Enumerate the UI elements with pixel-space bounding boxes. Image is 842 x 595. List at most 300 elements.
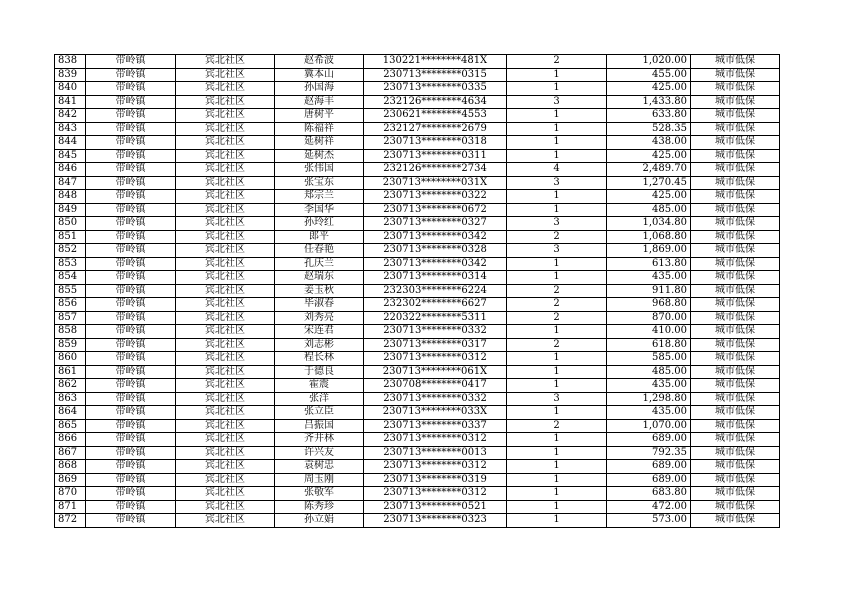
table-row (55, 284, 780, 298)
id-number-cell: 230713********0332 (364, 392, 507, 406)
town-cell: 带岭镇 (86, 271, 176, 285)
household-count-cell: 1 (507, 365, 607, 379)
table-row (55, 244, 780, 258)
household-count-cell: 2 (507, 419, 607, 433)
table-row (55, 122, 780, 136)
assistance-type-cell: 城市低保 (691, 433, 780, 447)
table-row (55, 473, 780, 487)
id-number-cell: 230713********0312 (364, 460, 507, 474)
community-cell: 宾北社区 (176, 446, 275, 460)
town-cell: 带岭镇 (86, 311, 176, 325)
town-cell: 带岭镇 (86, 176, 176, 190)
name-cell: 郎平 (275, 230, 364, 244)
id-number-cell: 230713********0337 (364, 419, 507, 433)
assistance-type-cell: 城市低保 (691, 325, 780, 339)
town-cell: 带岭镇 (86, 257, 176, 271)
town-cell: 带岭镇 (86, 500, 176, 514)
id-number-cell: 232303********6224 (364, 284, 507, 298)
table-row (55, 257, 780, 271)
household-count-cell: 1 (507, 136, 607, 150)
table-row (55, 109, 780, 123)
community-cell: 宾北社区 (176, 190, 275, 204)
assistance-type-cell: 城市低保 (691, 109, 780, 123)
row-number-cell: 864 (55, 406, 86, 420)
assistance-type-cell: 城市低保 (691, 82, 780, 96)
amount-cell: 689.00 (607, 433, 691, 447)
name-cell: 孙国海 (275, 82, 364, 96)
amount-cell: 472.00 (607, 500, 691, 514)
id-number-cell: 230713********0314 (364, 271, 507, 285)
town-cell: 带岭镇 (86, 244, 176, 258)
amount-cell: 870.00 (607, 311, 691, 325)
assistance-type-cell: 城市低保 (691, 500, 780, 514)
assistance-type-cell: 城市低保 (691, 446, 780, 460)
name-cell: 周玉刚 (275, 473, 364, 487)
table-row (55, 325, 780, 339)
table-row (55, 55, 780, 69)
row-number-cell: 847 (55, 176, 86, 190)
table-row (55, 176, 780, 190)
name-cell: 赵海丰 (275, 95, 364, 109)
name-cell: 赵瑞东 (275, 271, 364, 285)
name-cell: 程长林 (275, 352, 364, 366)
household-count-cell: 1 (507, 122, 607, 136)
town-cell: 带岭镇 (86, 55, 176, 69)
amount-cell: 425.00 (607, 149, 691, 163)
household-count-cell: 1 (507, 190, 607, 204)
assistance-type-cell: 城市低保 (691, 244, 780, 258)
name-cell: 张伟国 (275, 163, 364, 177)
row-number-cell: 849 (55, 203, 86, 217)
town-cell: 带岭镇 (86, 122, 176, 136)
town-cell: 带岭镇 (86, 230, 176, 244)
town-cell: 带岭镇 (86, 284, 176, 298)
table-row (55, 217, 780, 231)
subsidy-roster-table (54, 54, 780, 528)
town-cell: 带岭镇 (86, 487, 176, 501)
household-count-cell: 2 (507, 230, 607, 244)
assistance-type-cell: 城市低保 (691, 311, 780, 325)
town-cell: 带岭镇 (86, 365, 176, 379)
town-cell: 带岭镇 (86, 379, 176, 393)
community-cell: 宾北社区 (176, 176, 275, 190)
id-number-cell: 232126********4634 (364, 95, 507, 109)
amount-cell: 633.80 (607, 109, 691, 123)
row-number-cell: 846 (55, 163, 86, 177)
community-cell: 宾北社区 (176, 95, 275, 109)
id-number-cell: 220322********5311 (364, 311, 507, 325)
id-number-cell: 230713********0319 (364, 473, 507, 487)
household-count-cell: 2 (507, 55, 607, 69)
community-cell: 宾北社区 (176, 419, 275, 433)
table-row (55, 230, 780, 244)
amount-cell: 485.00 (607, 203, 691, 217)
household-count-cell: 1 (507, 271, 607, 285)
assistance-type-cell: 城市低保 (691, 271, 780, 285)
household-count-cell: 3 (507, 244, 607, 258)
amount-cell: 792.35 (607, 446, 691, 460)
id-number-cell: 230713********0327 (364, 217, 507, 231)
community-cell: 宾北社区 (176, 500, 275, 514)
community-cell: 宾北社区 (176, 311, 275, 325)
table-row (55, 487, 780, 501)
community-cell: 宾北社区 (176, 149, 275, 163)
household-count-cell: 2 (507, 284, 607, 298)
town-cell: 带岭镇 (86, 68, 176, 82)
name-cell: 姜玉秋 (275, 284, 364, 298)
household-count-cell: 1 (507, 433, 607, 447)
community-cell: 宾北社区 (176, 460, 275, 474)
assistance-type-cell: 城市低保 (691, 487, 780, 501)
name-cell: 张宝东 (275, 176, 364, 190)
table-row (55, 352, 780, 366)
community-cell: 宾北社区 (176, 514, 275, 528)
amount-cell: 1,020.00 (607, 55, 691, 69)
household-count-cell: 1 (507, 460, 607, 474)
community-cell: 宾北社区 (176, 203, 275, 217)
id-number-cell: 232126********2734 (364, 163, 507, 177)
amount-cell: 435.00 (607, 379, 691, 393)
assistance-type-cell: 城市低保 (691, 190, 780, 204)
assistance-type-cell: 城市低保 (691, 136, 780, 150)
row-number-cell: 855 (55, 284, 86, 298)
assistance-type-cell: 城市低保 (691, 122, 780, 136)
household-count-cell: 1 (507, 406, 607, 420)
town-cell: 带岭镇 (86, 109, 176, 123)
assistance-type-cell: 城市低保 (691, 163, 780, 177)
id-number-cell: 230713********0521 (364, 500, 507, 514)
community-cell: 宾北社区 (176, 338, 275, 352)
row-number-cell: 856 (55, 298, 86, 312)
community-cell: 宾北社区 (176, 217, 275, 231)
table-row (55, 392, 780, 406)
name-cell: 延树杰 (275, 149, 364, 163)
name-cell: 郑宗兰 (275, 190, 364, 204)
id-number-cell: 230713********0312 (364, 352, 507, 366)
town-cell: 带岭镇 (86, 136, 176, 150)
town-cell: 带岭镇 (86, 419, 176, 433)
row-number-cell: 861 (55, 365, 86, 379)
town-cell: 带岭镇 (86, 95, 176, 109)
community-cell: 宾北社区 (176, 325, 275, 339)
household-count-cell: 3 (507, 217, 607, 231)
row-number-cell: 858 (55, 325, 86, 339)
assistance-type-cell: 城市低保 (691, 352, 780, 366)
community-cell: 宾北社区 (176, 365, 275, 379)
household-count-cell: 1 (507, 68, 607, 82)
community-cell: 宾北社区 (176, 257, 275, 271)
table-row (55, 514, 780, 528)
assistance-type-cell: 城市低保 (691, 230, 780, 244)
id-number-cell: 232127********2679 (364, 122, 507, 136)
community-cell: 宾北社区 (176, 82, 275, 96)
town-cell: 带岭镇 (86, 514, 176, 528)
row-number-cell: 857 (55, 311, 86, 325)
table-row (55, 271, 780, 285)
household-count-cell: 1 (507, 203, 607, 217)
row-number-cell: 854 (55, 271, 86, 285)
amount-cell: 425.00 (607, 82, 691, 96)
name-cell: 李国华 (275, 203, 364, 217)
assistance-type-cell: 城市低保 (691, 284, 780, 298)
name-cell: 陈福祥 (275, 122, 364, 136)
table-row (55, 68, 780, 82)
table-row (55, 419, 780, 433)
id-number-cell: 230713********0311 (364, 149, 507, 163)
amount-cell: 1,034.80 (607, 217, 691, 231)
id-number-cell: 232302********6627 (364, 298, 507, 312)
name-cell: 冀本山 (275, 68, 364, 82)
town-cell: 带岭镇 (86, 473, 176, 487)
town-cell: 带岭镇 (86, 190, 176, 204)
amount-cell: 1,068.80 (607, 230, 691, 244)
amount-cell: 455.00 (607, 68, 691, 82)
name-cell: 霍震 (275, 379, 364, 393)
town-cell: 带岭镇 (86, 298, 176, 312)
name-cell: 任春艳 (275, 244, 364, 258)
table-row (55, 365, 780, 379)
assistance-type-cell: 城市低保 (691, 257, 780, 271)
table-row (55, 433, 780, 447)
household-count-cell: 1 (507, 487, 607, 501)
community-cell: 宾北社区 (176, 379, 275, 393)
community-cell: 宾北社区 (176, 406, 275, 420)
row-number-cell: 859 (55, 338, 86, 352)
community-cell: 宾北社区 (176, 352, 275, 366)
amount-cell: 689.00 (607, 473, 691, 487)
name-cell: 于德良 (275, 365, 364, 379)
table-row (55, 379, 780, 393)
id-number-cell: 230713********0342 (364, 230, 507, 244)
amount-cell: 528.35 (607, 122, 691, 136)
row-number-cell: 870 (55, 487, 86, 501)
table-row (55, 311, 780, 325)
id-number-cell: 230713********0332 (364, 325, 507, 339)
row-number-cell: 868 (55, 460, 86, 474)
id-number-cell: 230708********0417 (364, 379, 507, 393)
name-cell: 张敬军 (275, 487, 364, 501)
household-count-cell: 1 (507, 109, 607, 123)
row-number-cell: 871 (55, 500, 86, 514)
amount-cell: 683.80 (607, 487, 691, 501)
table-row (55, 163, 780, 177)
community-cell: 宾北社区 (176, 298, 275, 312)
assistance-type-cell: 城市低保 (691, 149, 780, 163)
row-number-cell: 853 (55, 257, 86, 271)
row-number-cell: 869 (55, 473, 86, 487)
amount-cell: 1,869.00 (607, 244, 691, 258)
table-row (55, 149, 780, 163)
assistance-type-cell: 城市低保 (691, 514, 780, 528)
community-cell: 宾北社区 (176, 230, 275, 244)
assistance-type-cell: 城市低保 (691, 392, 780, 406)
row-number-cell: 841 (55, 95, 86, 109)
row-number-cell: 850 (55, 217, 86, 231)
household-count-cell: 1 (507, 82, 607, 96)
community-cell: 宾北社区 (176, 392, 275, 406)
row-number-cell: 867 (55, 446, 86, 460)
town-cell: 带岭镇 (86, 203, 176, 217)
id-number-cell: 230713********0672 (364, 203, 507, 217)
assistance-type-cell: 城市低保 (691, 379, 780, 393)
name-cell: 许兴友 (275, 446, 364, 460)
amount-cell: 425.00 (607, 190, 691, 204)
table-row (55, 460, 780, 474)
amount-cell: 435.00 (607, 271, 691, 285)
name-cell: 孙立娟 (275, 514, 364, 528)
assistance-type-cell: 城市低保 (691, 473, 780, 487)
id-number-cell: 230713********0318 (364, 136, 507, 150)
household-count-cell: 1 (507, 446, 607, 460)
household-count-cell: 3 (507, 176, 607, 190)
household-count-cell: 3 (507, 95, 607, 109)
amount-cell: 573.00 (607, 514, 691, 528)
community-cell: 宾北社区 (176, 68, 275, 82)
amount-cell: 1,070.00 (607, 419, 691, 433)
assistance-type-cell: 城市低保 (691, 419, 780, 433)
town-cell: 带岭镇 (86, 352, 176, 366)
name-cell: 刘志彬 (275, 338, 364, 352)
assistance-type-cell: 城市低保 (691, 176, 780, 190)
amount-cell: 485.00 (607, 365, 691, 379)
community-cell: 宾北社区 (176, 244, 275, 258)
household-count-cell: 1 (507, 379, 607, 393)
household-count-cell: 1 (507, 500, 607, 514)
community-cell: 宾北社区 (176, 55, 275, 69)
row-number-cell: 862 (55, 379, 86, 393)
household-count-cell: 1 (507, 325, 607, 339)
table-row (55, 95, 780, 109)
amount-cell: 911.80 (607, 284, 691, 298)
assistance-type-cell: 城市低保 (691, 203, 780, 217)
town-cell: 带岭镇 (86, 217, 176, 231)
community-cell: 宾北社区 (176, 433, 275, 447)
amount-cell: 1,298.80 (607, 392, 691, 406)
community-cell: 宾北社区 (176, 487, 275, 501)
assistance-type-cell: 城市低保 (691, 217, 780, 231)
town-cell: 带岭镇 (86, 325, 176, 339)
table-row (55, 203, 780, 217)
id-number-cell: 230713********0317 (364, 338, 507, 352)
town-cell: 带岭镇 (86, 82, 176, 96)
id-number-cell: 230713********0013 (364, 446, 507, 460)
community-cell: 宾北社区 (176, 122, 275, 136)
row-number-cell: 866 (55, 433, 86, 447)
name-cell: 陈秀珍 (275, 500, 364, 514)
household-count-cell: 2 (507, 338, 607, 352)
household-count-cell: 1 (507, 473, 607, 487)
name-cell: 唐树平 (275, 109, 364, 123)
row-number-cell: 843 (55, 122, 86, 136)
row-number-cell: 842 (55, 109, 86, 123)
name-cell: 延树祥 (275, 136, 364, 150)
name-cell: 孙玲红 (275, 217, 364, 231)
row-number-cell: 844 (55, 136, 86, 150)
community-cell: 宾北社区 (176, 473, 275, 487)
id-number-cell: 230713********0328 (364, 244, 507, 258)
amount-cell: 435.00 (607, 406, 691, 420)
table-row (55, 406, 780, 420)
assistance-type-cell: 城市低保 (691, 95, 780, 109)
household-count-cell: 1 (507, 352, 607, 366)
table-row (55, 136, 780, 150)
community-cell: 宾北社区 (176, 136, 275, 150)
amount-cell: 2,489.70 (607, 163, 691, 177)
name-cell: 刘秀亮 (275, 311, 364, 325)
id-number-cell: 230713********0315 (364, 68, 507, 82)
assistance-type-cell: 城市低保 (691, 406, 780, 420)
household-count-cell: 1 (507, 257, 607, 271)
row-number-cell: 860 (55, 352, 86, 366)
amount-cell: 968.80 (607, 298, 691, 312)
id-number-cell: 230713********0323 (364, 514, 507, 528)
community-cell: 宾北社区 (176, 109, 275, 123)
id-number-cell: 230621********4553 (364, 109, 507, 123)
name-cell: 张洋 (275, 392, 364, 406)
household-count-cell: 2 (507, 298, 607, 312)
name-cell: 毕淑春 (275, 298, 364, 312)
id-number-cell: 230713********0322 (364, 190, 507, 204)
table-row (55, 338, 780, 352)
id-number-cell: 230713********0342 (364, 257, 507, 271)
amount-cell: 438.00 (607, 136, 691, 150)
town-cell: 带岭镇 (86, 338, 176, 352)
row-number-cell: 852 (55, 244, 86, 258)
household-count-cell: 4 (507, 163, 607, 177)
id-number-cell: 230713********0312 (364, 433, 507, 447)
community-cell: 宾北社区 (176, 284, 275, 298)
community-cell: 宾北社区 (176, 163, 275, 177)
row-number-cell: 839 (55, 68, 86, 82)
amount-cell: 410.00 (607, 325, 691, 339)
id-number-cell: 230713********061X (364, 365, 507, 379)
row-number-cell: 845 (55, 149, 86, 163)
town-cell: 带岭镇 (86, 446, 176, 460)
town-cell: 带岭镇 (86, 163, 176, 177)
amount-cell: 1,433.80 (607, 95, 691, 109)
amount-cell: 1,270.45 (607, 176, 691, 190)
assistance-type-cell: 城市低保 (691, 68, 780, 82)
assistance-type-cell: 城市低保 (691, 365, 780, 379)
town-cell: 带岭镇 (86, 406, 176, 420)
row-number-cell: 848 (55, 190, 86, 204)
community-cell: 宾北社区 (176, 271, 275, 285)
household-count-cell: 2 (507, 311, 607, 325)
amount-cell: 613.80 (607, 257, 691, 271)
household-count-cell: 1 (507, 149, 607, 163)
table-row (55, 298, 780, 312)
name-cell: 袁树忠 (275, 460, 364, 474)
assistance-type-cell: 城市低保 (691, 338, 780, 352)
id-number-cell: 230713********0335 (364, 82, 507, 96)
assistance-type-cell: 城市低保 (691, 55, 780, 69)
row-number-cell: 872 (55, 514, 86, 528)
id-number-cell: 230713********0312 (364, 487, 507, 501)
household-count-cell: 3 (507, 392, 607, 406)
assistance-type-cell: 城市低保 (691, 460, 780, 474)
id-number-cell: 130221********481X (364, 55, 507, 69)
name-cell: 吕振国 (275, 419, 364, 433)
household-count-cell: 1 (507, 514, 607, 528)
row-number-cell: 840 (55, 82, 86, 96)
roster-body (55, 55, 780, 528)
name-cell: 齐井林 (275, 433, 364, 447)
name-cell: 宋连君 (275, 325, 364, 339)
id-number-cell: 230713********033X (364, 406, 507, 420)
id-number-cell: 230713********031X (364, 176, 507, 190)
name-cell: 张立臣 (275, 406, 364, 420)
table-row (55, 190, 780, 204)
